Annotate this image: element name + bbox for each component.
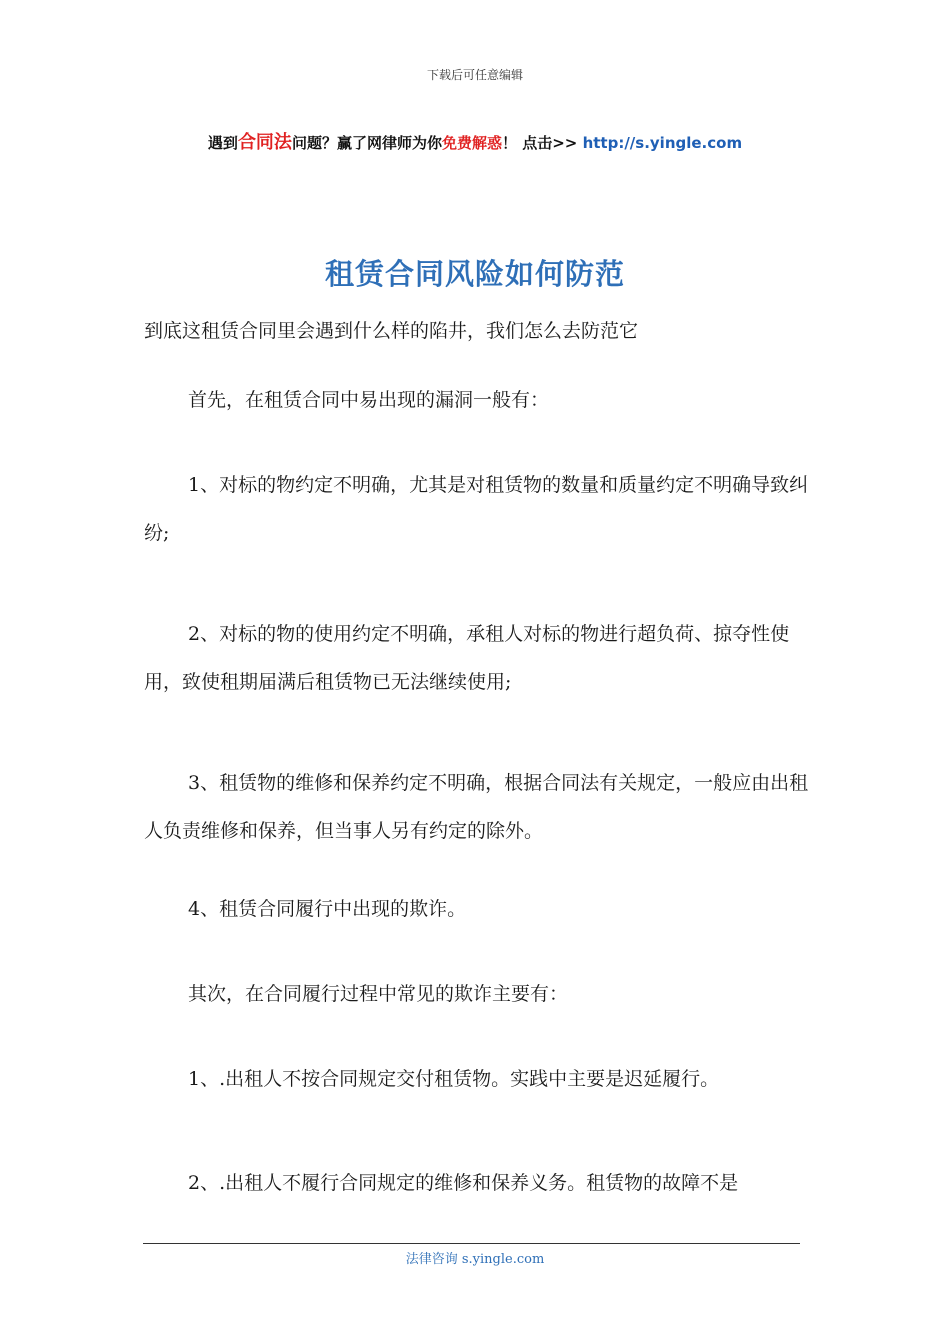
ad-text-1: 遇到 bbox=[207, 134, 238, 152]
paragraph-item-2: 2、对标的物的使用约定不明确，承租人对标的物进行超负荷、掠夺性使用，致使租期届满后租赁物已无法继续使用; bbox=[144, 623, 790, 693]
ad-banner bbox=[0, 128, 950, 154]
ad-link[interactable]: http://s.yingle.com bbox=[582, 134, 743, 152]
paragraph-item-4: 4、租赁合同履行中出现的欺诈。 bbox=[188, 898, 467, 920]
ad-text-2: 问题？赢了网律师为你 bbox=[291, 134, 442, 152]
paragraph-fraud-2: 2、.出租人不履行合同规定的维修和保养义务。租赁物的故障不是 bbox=[188, 1172, 739, 1194]
paragraph-first: 首先，在租赁合同中易出现的漏洞一般有： bbox=[188, 389, 550, 411]
header-note: 下载后可任意编辑 bbox=[426, 68, 523, 82]
ad-highlight-free: 免费解惑 bbox=[441, 134, 502, 152]
paragraph-item-1: 1、对标的物约定不明确，尤其是对租赁物的数量和质量约定不明确导致纠纷; bbox=[144, 474, 809, 544]
paragraph-second: 其次，在合同履行过程中常见的欺诈主要有： bbox=[188, 983, 569, 1005]
document-title: 租赁合同风险如何防范 bbox=[324, 257, 625, 291]
paragraph-intro: 到底这租赁合同里会遇到什么样的陷井，我们怎么去防范它 bbox=[144, 320, 639, 342]
footer-divider bbox=[143, 1243, 800, 1244]
paragraph-fraud-1: 1、.出租人不按合同规定交付租赁物。实践中主要是迟延履行。 bbox=[188, 1068, 720, 1090]
paragraph-item-3: 3、租赁物的维修和保养约定不明确，根据合同法有关规定，一般应由出租人负责维修和保养，但当事人另有约定的除外。 bbox=[144, 772, 809, 842]
footer-link[interactable]: 法律咨询 s.yingle.com bbox=[405, 1252, 545, 1267]
ad-text-3: ！ 点击>> bbox=[501, 134, 583, 152]
ad-highlight-contract-law: 合同法 bbox=[237, 132, 292, 153]
